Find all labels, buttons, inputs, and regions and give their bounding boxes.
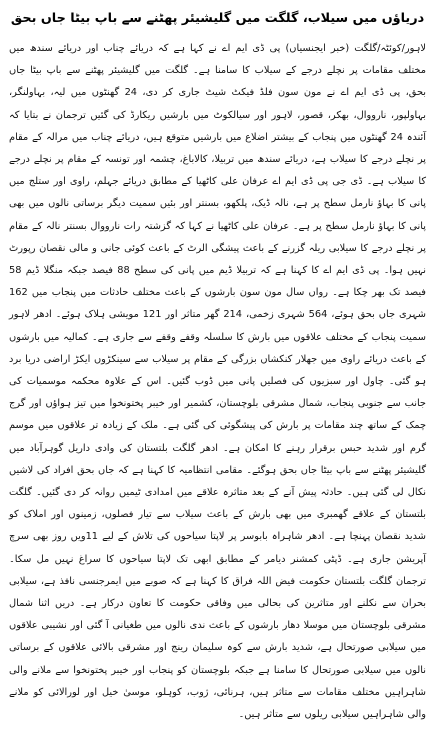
article-headline: دریاؤں میں سیلاب، گلگت میں گلیشیئر پھٹنے سے باپ بیٹا جاں بحق [10,11,425,26]
article-paragraph: لاہور/کوئٹہ/گلگت (خبر ایجنسیاں) پی ڈی ایم اے نے کہا ہے کہ دریائے چناب اور دریائے سندھ میں مختلف مقامات پر نچلے درجے کے سیلاب کا سامنا ہے۔ گلگت میں گلیشیئر پھٹنے سے باپ بیٹا جاں بحق، پی ڈی ایم اے نے مون سون فلڈ فیکٹ شیٹ جاری کر دی، 24 گھنٹوں میں لیہ، بہاولنگر، بہاولپور، نارووال، بھکر، قصور، لاہور اور سیالکوٹ میں بارشیں ریکارڈ کی گئیں ترجمان نے بتایا کہ آئندہ 24 گھنٹوں میں پنجاب کے بیشتر اضلاع میں بارشیں متوقع ہیں، دریائے چناب میں مرالہ کے مقام پر نچلے درجے کا سیلاب ہے، دریائے سندھ میں تربیلا، کالاباغ، چشمہ اور تونسہ کے مقام پر نچلے درجے کا سیلاب ہے۔ ڈی جی پی ڈی ایم اے عرفان علی کاٹھیا کے مطابق دریائے جہلم، راوی اور ستلج میں پانی کا بہاؤ نارمل سطح پر ہے، نالہ ڈیک، پلکھو، بسنتر اور بئیں سمیت دیگر برساتی نالوں میں بھی پانی کا بہاؤ نارمل سطح پر ہے۔ عرفان علی کاٹھیا نے کہا کہ گزشتہ رات نارووال بسنتر نالہ کے مقام پر نچلے درجے کا سیلابی ریلہ گزرنے کے باعث پیشگی الرٹ کے باعث کوئی جانی و مالی نقصان رپورٹ نہیں ہوا۔ پی ڈی ایم اے کا کہنا ہے کہ تربیلا ڈیم میں پانی کی سطح 88 فیصد جبکہ منگلا ڈیم 58 فیصد تک بھر چکا ہے۔ رواں سال مون سون بارشوں کے باعث مختلف حادثات میں پنجاب میں 162 شہری جاں بحق ہوئے، 564 شہری زخمی، 214 گھر متاثر اور 121 مویشی ہلاک ہوئے۔ ادھر لاہور سمیت پنجاب کے مختلف علاقوں میں بارش کا سلسلہ وقفے وقفے سے جاری ہے۔ کمالیہ میں بارشوں کے باعث دریائے راوی میں جھلار کنکشاں بزرگی کے مقام پر سیلاب سے سینکڑوں ایکڑ اراضی دریا برد ہو گئی۔ چاول اور سبزیوں کی فصلیں پانی میں ڈوب گئیں۔ اس کے علاوہ محکمہ موسمیات کی جانب سے جنوبی پنجاب، شمال مشرقی بلوچستان، کشمیر اور خیبر پختونخوا میں تیز ہواؤں اور گرج چمک کے ساتھ چند مقامات پر بارش کی پیشگوئی کی گئی ہے۔ ملک کے زیادہ تر علاقوں میں موسم گرم اور شدید حبس برقرار رہنے کا امکان ہے۔ ادھر گلگت بلتستان کی وادی داریل گوہرآباد میں گلیشیئر پھٹنے سے باپ بیٹا جاں بحق ہوگئے۔ مقامی انتظامیہ کا کہنا ہے کہ جاں بحق افراد کی لاشیں نکال لی گئی ہیں۔ حادثہ پیش آنے کے بعد متاثرہ علاقے میں امدادی ٹیمیں روانہ کر دی گئیں۔ گلگت بلتستان کے علاقے گھمبری میں بھی بارش کے باعث سیلاب سے تیار فصلوں، زمینوں اور املاک کو شدید نقصان پہنچا ہے۔ ادھر شاہراہ بابوسر پر لاپتا سیاحوں کی تلاش کے لیے 11ویں روز بھی سرچ آپریشن جاری ہے۔ ڈپٹی کمشنر دیامر کے مطابق ابھی تک لاپتا سیاحوں کا سراغ نہیں مل سکا۔ ترجمان گلگت بلتستان حکومت فیض اللہ فراق کا کہنا ہے کہ صوبے میں ایمرجنسی نافذ ہے، سیلابی بحران سے نکلنے اور متاثرین کی بحالی میں وفاقی حکومت کا تعاون درکار ہے۔ دریں اثنا شمال مشرقی بلوچستان میں موسلا دھار بارشوں کے باعث ندی نالوں میں طغیانی آ گئی اور نشیبی علاقوں میں سیلابی صورتحال ہے، شدید بارش سے کوہ سلیمان رینج اور مشرقی بالائی علاقوں کے برساتی نالوں میں سیلابی صورتحال کا سامنا ہے جبکہ بلوچستان کو پنجاب اور خیبر پختونخوا سے ملانے والی شاہراہیں مختلف مقامات سے متاثر ہیں، ہرنائی، ژوب، کوہلو، موسیٰ خیل اور لورالائی کو ملانے والی شاہراہیں سیلابی ریلوں سے متاثر ہیں۔ [9,43,427,721]
article-body [9,38,426,726]
